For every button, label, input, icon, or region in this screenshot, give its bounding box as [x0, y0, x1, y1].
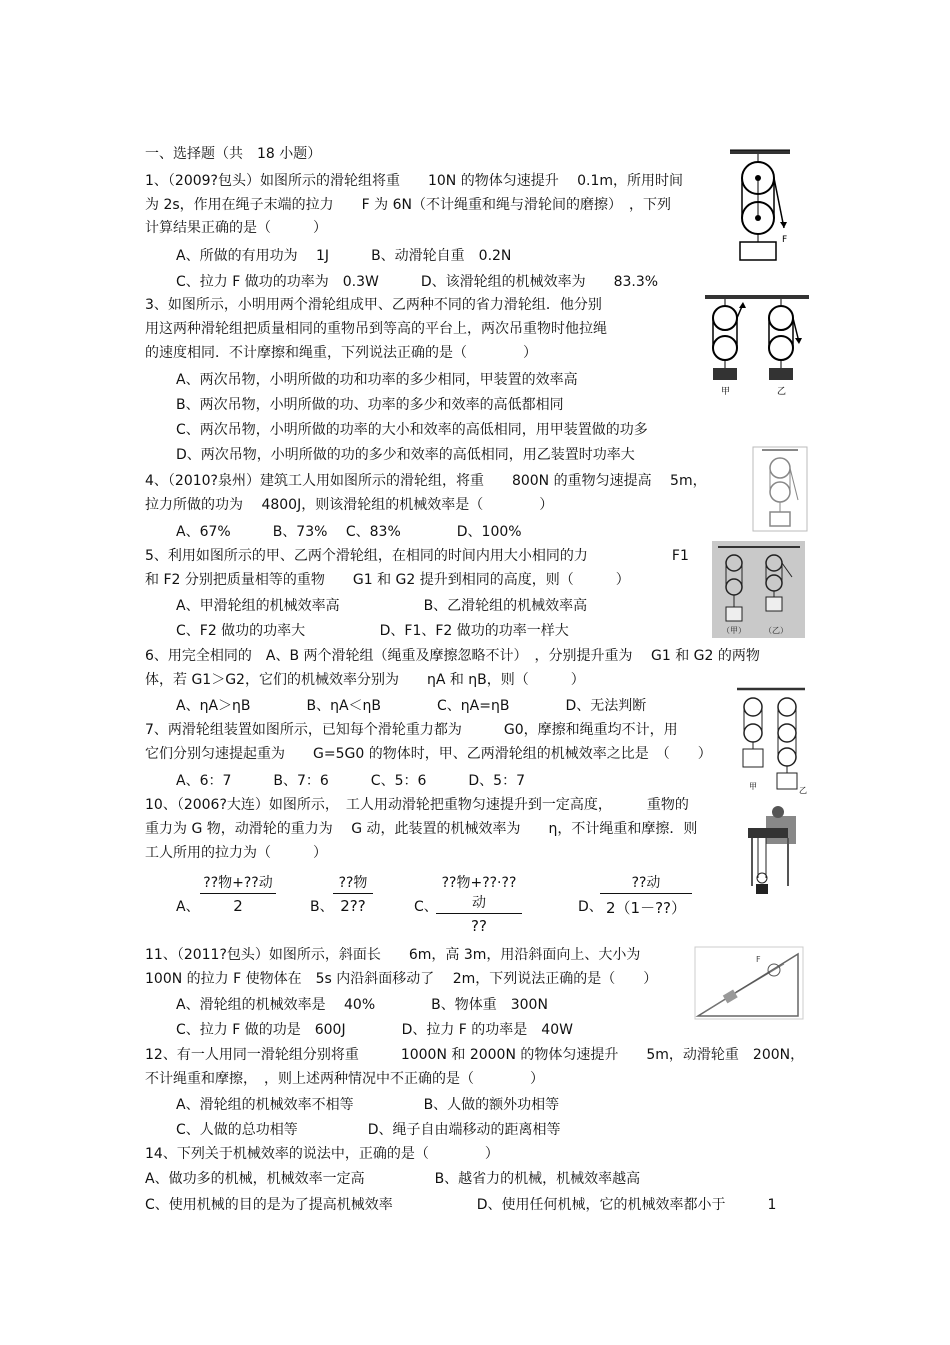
- question-4-options: A、67% B、73% C、83% D、100%: [176, 524, 522, 540]
- question-7-line-1: 7、两滑轮组装置如图所示，已知每个滑轮重力都为 G0，摩擦和绳重均不计，用: [145, 722, 678, 738]
- question-3-line-1: 3、如图所示，小明用两个滑轮组成甲、乙两种不同的省力滑轮组．他分别: [145, 297, 602, 313]
- q5-pulley-figure: [712, 541, 805, 638]
- q10-option-d-numerator: ??动: [631, 875, 661, 891]
- q10-option-b-fraction: [333, 872, 373, 915]
- question-5-line-2: 和 F2 分别把质量相等的重物 G1 和 G2 提升到相同的高度，则（ ）: [145, 572, 630, 588]
- q3-jia-label: 甲: [721, 387, 731, 397]
- q10-option-c-fraction: [436, 872, 522, 935]
- question-6-options: A、ηA＞ηB B、ηA＜ηB C、ηA=ηB D、无法判断: [176, 698, 647, 714]
- question-10-line-1: 10、（2006?大连）如图所示， 工人用动滑轮把重物匀速提升到一定高度， 重物的: [145, 797, 689, 813]
- question-3-option-b: B、两次吊物，小明所做的功、功率的多少和效率的高低都相同: [176, 397, 564, 413]
- q10-option-c-denominator: ??: [471, 917, 487, 935]
- question-4-line-2: 拉力所做的功为 4800J，则该滑轮组的机械效率是（ ）: [145, 497, 554, 513]
- question-7-options: A、6：7 B、7：6 C、5：6 D、5：7: [176, 773, 525, 789]
- q10-option-b-numerator: ??物: [338, 875, 368, 891]
- question-3-line-3: 的速度相同．不计摩擦和绳重，下列说法正确的是（ ）: [145, 345, 537, 361]
- q10-option-a-fraction: [200, 872, 276, 915]
- question-1-line-3: 计算结果正确的是（ ）: [145, 220, 327, 236]
- q5-yi-label: （乙）: [764, 626, 788, 635]
- question-5-option-ab: A、甲滑轮组的机械效率高 B、乙滑轮组的机械效率高: [176, 598, 588, 614]
- question-11-line-1: 11、（2011?包头）如图所示，斜面长 6m，高 3m，用沿斜面向上、大小为: [145, 947, 641, 963]
- question-1-option-cd: C、拉力 F 做功的功率为 0.3W D、该滑轮组的机械效率为 83.3%: [176, 274, 659, 290]
- section-title: 一、选择题（共 18 小题）: [145, 146, 322, 162]
- question-11-line-2: 100N 的拉力 F 使物体在 5s 内沿斜面移动了 2m，下列说法正确的是（ ）: [145, 971, 658, 987]
- question-3-option-d: D、两次吊物，小明所做的功的多少和效率的高低相同，用乙装置时功率大: [176, 447, 635, 463]
- question-12-line-1: 12、有一人用同一滑轮组分别将重 1000N 和 2000N 的物体匀速提升 5m，动滑轮重 200N，: [145, 1047, 805, 1063]
- q4-pulley-figure: [752, 446, 808, 532]
- question-12-line-2: 不计绳重和摩擦， ，则上述两种情况中不正确的是（ ）: [145, 1071, 544, 1087]
- question-3-option-a: A、两次吊物，小明所做的功和功率的多少相同，甲装置的效率高: [176, 372, 578, 388]
- question-14-option-cd: C、使用机械的目的是为了提高机械效率 D、使用任何机械，它的机械效率都小于 1: [145, 1197, 777, 1213]
- q10-option-c-bar: [436, 913, 522, 914]
- q10-option-d-denominator: 2（1－??）: [605, 899, 686, 917]
- question-1-line-2: 为 2s，作用在绳子末端的拉力 F 为 6N（不计绳重和绳与滑轮间的磨擦） ，下列: [145, 197, 671, 213]
- q11-incline-figure: [694, 946, 804, 1020]
- q10-option-a-numerator: ??物+??动: [203, 875, 273, 891]
- question-11-option-ab: A、滑轮组的机械效率是 40% B、物体重 300N: [176, 997, 548, 1013]
- q10-option-d-bar: [600, 893, 692, 894]
- q10-option-a-bar: [200, 893, 276, 894]
- question-10-line-3: 工人所用的拉力为（ ）: [145, 845, 327, 861]
- question-1-line-1: 1、（2009?包头）如图所示的滑轮组将重 10N 的物体匀速提升 0.1m，所用时间: [145, 173, 684, 189]
- question-3-line-2: 用这两种滑轮组把质量相同的重物吊到等高的平台上，两次吊重物时他拉绳: [145, 321, 607, 337]
- q10-option-c-numerator: ??物+??·??动: [441, 875, 517, 911]
- question-5-option-cd: C、F2 做功的功率大 D、F1、F2 做功的功率一样大: [176, 623, 569, 639]
- question-6-line-2: 体，若 G1＞G2，它们的机械效率分别为 ηA 和 ηB，则（ ）: [145, 672, 585, 688]
- question-10-line-2: 重力为 G 物，动滑轮的重力为 G 动，此装置的机械效率为 η，不计绳重和摩擦．则: [145, 821, 698, 837]
- q1-force-label: F: [782, 235, 788, 245]
- question-11-option-cd: C、拉力 F 做的功是 600J D、拉力 F 的功率是 40W: [176, 1022, 573, 1038]
- q10-option-b-letter: B、: [310, 899, 334, 915]
- q7-yi-label: 乙: [799, 786, 807, 795]
- q10-option-a-letter: A、: [176, 899, 200, 915]
- q1-pulley-figure: [726, 148, 796, 263]
- question-14-option-ab: A、做功多的机械，机械效率一定高 B、越省力的机械，机械效率越高: [145, 1171, 641, 1187]
- question-14-line-1: 14、下列关于机械效率的说法中，正确的是（ ）: [145, 1146, 499, 1162]
- question-5-line-1: 5、利用如图所示的甲、乙两个滑轮组，在相同的时间内用大小相同的力 F1: [145, 548, 689, 564]
- q10-option-a-denominator: 2: [233, 897, 243, 915]
- question-7-line-2: 它们分别匀速提起重为 G=5G0 的物体时，甲、乙两滑轮组的机械效率之比是 （ ）: [145, 746, 712, 762]
- q10-option-d-fraction: [600, 872, 692, 918]
- q3-yi-label: 乙: [777, 387, 787, 397]
- question-6-line-1: 6、用完全相同的 A、B 两个滑轮组（绳重及摩擦忽略不计） ，分别提升重为 G1 和 G2 的两物: [145, 648, 760, 664]
- question-4-line-1: 4、（2010?泉州）建筑工人用如图所示的滑轮组，将重 800N 的重物匀速提高 5m，: [145, 473, 707, 489]
- question-12-option-ab: A、滑轮组的机械效率不相等 B、人做的额外功相等: [176, 1097, 560, 1113]
- q10-option-c-letter: C、: [414, 899, 438, 915]
- question-12-option-cd: C、人做的总功相等 D、绳子自由端移动的距离相等: [176, 1122, 561, 1138]
- q10-option-d-letter: D、: [578, 899, 603, 915]
- q3-pulley-figure: [703, 294, 811, 399]
- q11-force-label: F: [756, 955, 761, 964]
- q5-jia-label: （甲）: [722, 626, 746, 635]
- q10-worker-pulley-figure: [744, 802, 800, 898]
- q7-pulley-figure: [735, 685, 807, 797]
- question-1-option-ab: A、所做的有用功为 1J B、动滑轮自重 0.2N: [176, 248, 512, 264]
- q10-option-b-denominator: 2??: [340, 897, 366, 915]
- question-3-option-c: C、两次吊物，小明所做的功率的大小和效率的高低相同，用甲装置做的功多: [176, 422, 648, 438]
- q7-jia-label: 甲: [749, 782, 757, 791]
- q10-option-b-bar: [333, 893, 373, 894]
